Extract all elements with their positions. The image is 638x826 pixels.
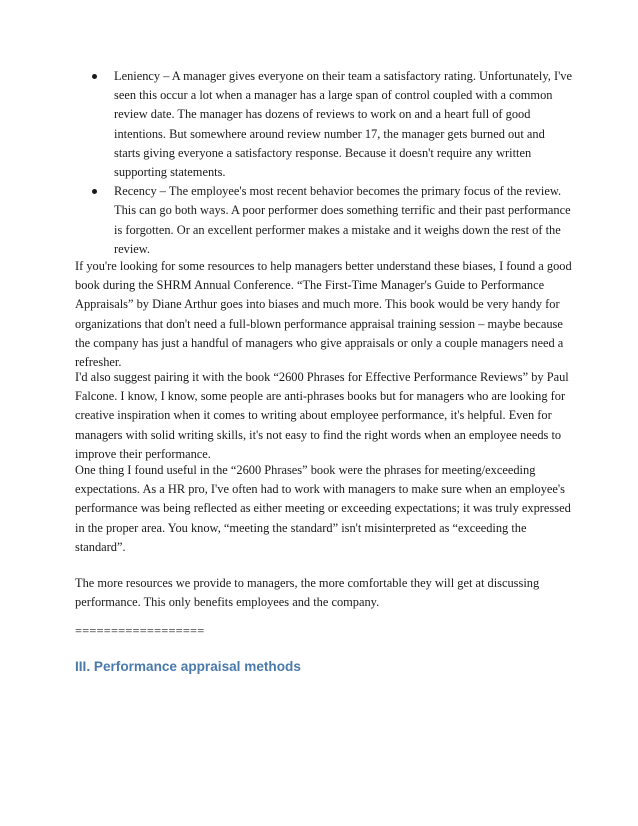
bullet-recency: [92, 182, 572, 259]
paragraph-resources: If you're looking for some resources to help managers better understand these biases, I found a good book during the SHRM Annual Conference. “The First-Time Manager's Guide to Performance Appraisals” by Diane Arthur goes into biases and much more. This book would be very handy for organizations that don't need a full-blown performance appraisal training session – maybe because the company has just a handful of managers who give appraisals or only a couple managers need a refresher.: [75, 259, 572, 370]
paragraph-meeting-exceeding: One thing I found useful in the “2600 Phrases” book were the phrases for meeting/exceeding expectations. As a HR pro, I've often had to work with managers to make sure when an employee's performance was being reflected as either meeting or exceeding expectations; it was truly expressed in the proper area. You know, “meeting the standard” isn't misinterpreted as “exceeding the standard”.: [75, 463, 571, 554]
paragraph-phrases-book: I'd also suggest pairing it with the book “2600 Phrases for Effective Performance Reviews” by Paul Falcone. I know, I know, some people are anti-phrases books but for managers who are looking for creative inspiration when it comes to writing about employee performance, it's helpful. Even for managers with solid writing skills, it's not easy to find the right words when an employee needs to improve their performance.: [75, 370, 569, 461]
bullet-dot-icon: [92, 189, 97, 194]
bullet-text: Recency – The employee's most recent behavior becomes the primary focus of the review. This can go both ways. A poor performer does something terrific and their past performance is forgotten. Or an excellent performer makes a mistake and it weighs down the rest of the review.: [114, 184, 571, 256]
bias-bullet-list: [92, 67, 572, 259]
bullet-text: Leniency – A manager gives everyone on their team a satisfactory rating. Unfortunately, I've seen this occur a lot when a manager has a large span of control coupled with a common review date. The manager has dozens of reviews to work on and a heart full of good intentions. But somewhere around review number 17, the manager gets burned out and starts giving everyone a satisfactory response. Because it doesn't require any written supporting statements.: [114, 69, 572, 180]
paragraph-conclusion: The more resources we provide to managers, the more comfortable they will get at discussing performance. This only benefits employees and the company.: [75, 576, 540, 610]
section-heading: III. Performance appraisal methods: [75, 659, 301, 674]
bullet-dot-icon: [92, 74, 97, 79]
section-separator: ==================: [75, 624, 205, 638]
bullet-leniency: [92, 67, 572, 182]
